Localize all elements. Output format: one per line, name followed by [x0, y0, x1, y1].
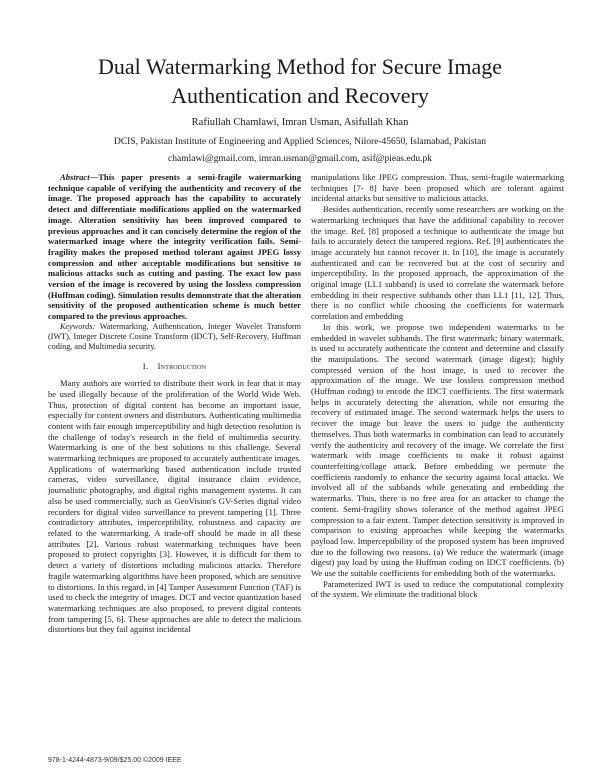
body-paragraph-3: In this work, we propose two independent watermarks to be embedded in wavelet subbands. The first watermark; binary watermark, is used to accurately authenticate the content and determine and classify the manipulations. The second watermark (image digest); highly compressed version of the host image, is used to recover the approximation of the image. We use lossless compression method (Huffman coding) to encode the IDCT coefficients. The first watermark helps in accurately detecting the alteration, while not ensuring the recovery of estimated image. The second watermark helps the users to recover the image but leave the users to judge the authenticity themselves. Thus both watermarks in combination can lead to accurately verify the authenticity and recovery of the image. We correlate the first watermark with image coefficients to make it robust against counterfeiting/collage attack. Before embedding we permute the coefficients randomly to enhance the security against local attacks. We involved all of the subbands while generating and embedding the watermarks. Thus, there is no free area for an attacker to change the content. Semi-fragility shows tolerance of the method against JPEG compression to a fair extent. Tamper detection sensitivity is improved in comparison to existing approaches while keeping the watermarks payload low. Imperceptibility of the proposed system has been improved due to the following two reasons. (a) We reduce the watermark (image digest) pay load by using the Huffman coding on IDCT coefficients. (b) We use the suitable coefficients for embedding both of the watermarks.	[311, 321, 564, 579]
keywords-lead: Keywords:	[60, 321, 96, 331]
body-paragraph-2: Besides authentication, recently some researchers are working on the watermarking techniques that have the additional capability to recover the image. Ref. [8] proposed a technique to authenticate the image but fails to accurately detect the tampered regions. Ref. [9] authenticates the image accurately but cannot recover it. In [10], the image is accurately authenticated and can be recovered but at the cost of security and imperceptibility. In the proposed approach, the approximation of the original image (LL1 subband) is used to correlate the watermark before embedding in their respective subbands other than LL1 [11, 12]. Thus, there is no conflict while choosing the coefficients for watermark correlation and embedding	[311, 204, 564, 322]
intro-paragraph: Many authors are worried to distribute their work in fear that it may be used illegally because of the proliferation of the World Wide Web. Thus, protection of digital content has become an important issue, especially for content owners and distributors. Authenticating multimedia content with fair enough imperceptibility and high detection resolution is the challenge of today's research in the field of multimedia security. Watermarking is one of the best solutions to this challenge. Several watermarking techniques are proposed to accurately authenticate images. Applications of watermarking based authentication include trusted cameras, video surveillance, digital insurance claim evidence, journalistic photography, and digital rights management systems. It can also be used commercially, such as GeoVision's GV-Series digital video recorders for digital video surveillance to prevent tampering [1]. Three contradictory attributes, imperceptibility, robustness and capacity are related to the watermarking. A trade-off should be made in all these attributes [2]. Various robust watermarking techniques have been proposed to protect copyrights [3]. However, it is difficult for them to detect a variety of distortions including malicious attacks. Therefore fragile watermarking algorithms have been proposed, which are sensitive to distortions. In this regard, in [4] Tamper Assessment Function (TAF) is used to check the integrity of images. DCT and vector quantization based watermarking techniques are also proposed, to prevent digital contents from tampering [5, 6]. These approaches are able to detect the malicious distortions but they fail against incidental	[48, 378, 301, 635]
abstract	[48, 172, 301, 322]
title-line-1: Dual Watermarking Method for Secure Image	[97, 54, 503, 79]
keywords	[48, 322, 301, 353]
section-number: I.	[142, 361, 149, 372]
left-column	[48, 172, 301, 635]
keywords-body: Watermarking, Authentication, Integer Wavelet Transform (IWT), Integer Discrete Cosine Transform (IDCT), Self-Recovery, Huffman coding, and Multimedia security.	[48, 321, 301, 352]
author-list: Rafiullah Chamlawi, Imran Usman, Asifullah Khan	[191, 117, 409, 128]
copyright-footer: 978-1-4244-4873-9/09/$25.00 ©2009 IEEE	[48, 757, 182, 764]
body-paragraph-1: manipulations like JPEG compression. Thus, semi-fragile watermarking techniques [7- 8] have been proposed which are tolerant against incidental attacks but sensitive to malicious attacks.	[311, 172, 564, 204]
title-line-2: Authentication and Recovery	[171, 83, 429, 108]
abstract-body: —This paper presents a semi-fragile watermarking technique capable of verifying the authenticity and recovery of the image. The proposed approach has the capability to accurately detect and differentiate modifications applied on the watermarked image. Alteration sensitivity has been improved compared to previous approaches and it can concisely determine the region of the watermarked image where the integrity verification fails. Semi-fragility makes the proposed method tolerant against JPEG lossy compression and other acceptable modifications but sensitive to malicious attacks such as cutting and pasting. The exact low pass version of the image is recovered by using the lossless compression (Huffman coding). Simulation results demonstrate that the alteration sensitivity of the proposed authentication scheme is much better compared to the previous approaches.	[48, 172, 301, 322]
body-paragraph-4: Parameterized IWT is used to reduce the computational complexity of the system. We eliminate the traditional block	[311, 578, 564, 600]
section-title: Introduction	[157, 361, 207, 372]
abstract-lead: Abstract	[60, 172, 90, 182]
section-heading	[48, 361, 301, 372]
affiliation: DCIS, Pakistan Institute of Engineering and Applied Sciences, Nilore-45650, Islamabad, Pakistan	[113, 137, 486, 147]
author-emails: chamlawi@gmail.com, imran.usman@gmail.com, asif@pieas.edu.pk	[168, 154, 432, 164]
right-column	[311, 172, 564, 600]
paper-title	[40, 52, 560, 110]
